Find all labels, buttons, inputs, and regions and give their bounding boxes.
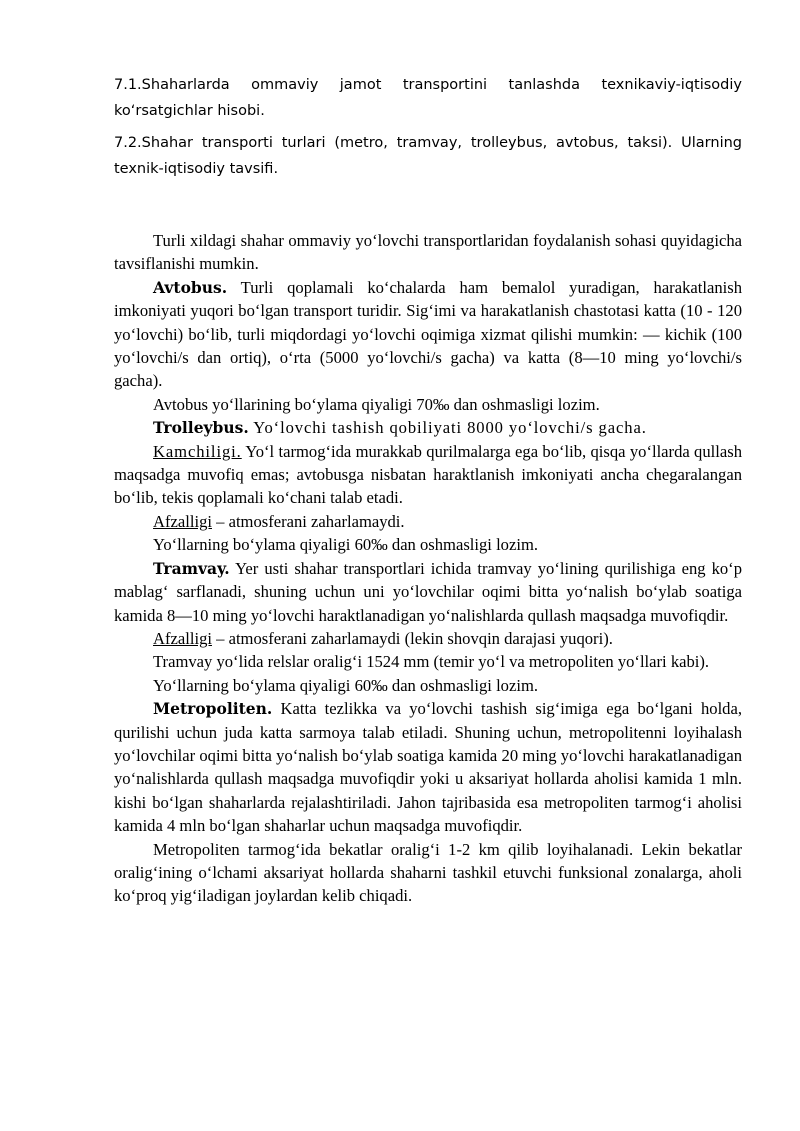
metro-term: Metropoliten. — [153, 699, 273, 719]
trolleybus-advantage-label: Afzalligi — [153, 511, 212, 531]
metro-text: Katta tezlikka va yo‘lovchi tashish sig‘imiga ega bo‘lgani holda, qurilishi uchun juda katta sarmoya talab etiladi. Shuning uchun, metropolitenni loyihalash yo‘lovchilar oqimi bitta yo‘nalish bo‘ylab soatiga kamida 20 ming yo‘lovchi harakatlanadigan yo‘nalishlarda qullash maqsadga muvofiqdir yoki u aksariyat hollarda aholisi kamida 1 mln. kishi bo‘lgan shaharlarda rejalashtiriladi. Jahon tajribasida esa metropoliten tarmog‘i aholisi kamida 4 mln bo‘lgan shaharlar uchun maqsadga muvofiqdir. — [114, 699, 742, 836]
tram-slope-paragraph: Yo‘llarning bo‘ylama qiyaligi 60‰ dan oshmasligi lozim. — [153, 675, 539, 695]
intro-paragraph: Turli xildagi shahar ommaviy yo‘lovchi transportlaridan foydalanish sohasi quyidagicha tavsiflanishi mumkin. — [114, 231, 742, 274]
section-heading-7-2: 7.2.Shahar transporti turlari (metro, tramvay, trolleybus, avtobus, taksi). Ularning texnik-iqtisodiy tavsifi. — [114, 135, 742, 177]
trolleybus-drawback-label: Kamchiligi. — [153, 441, 242, 461]
tram-advantage-text: – atmosferani zaharlamaydi (lekin shovqin darajasi yuqori). — [211, 628, 613, 648]
tram-text: Yer usti shahar transportlari ichida tramvay yo‘lining qurilishiga eng ko‘p mablag‘ sarflanadi, shuning uchun uni yo‘lovchilar oqimi bitta yo‘nalish bo‘ylab soatiga kamida 8—10 ming yo‘lovchi haraktlanadigan yo‘nalishlarda qullash maqsadga muvofiqdir. — [114, 558, 742, 625]
metro-stations-paragraph: Metropoliten tarmog‘ida bekatlar oralig‘i 1-2 km qilib loyihalanadi. Lekin bekatlar oralig‘ining o‘lchami aksariyat hollarda shaharni tashkil etuvchi funksional zonalarga, aholi ko‘proq yig‘iladigan joylardan kelib chiqadi. — [114, 839, 742, 906]
trolleybus-advantage-paragraph — [114, 510, 742, 533]
tram-paragraph — [114, 557, 742, 627]
trolleybus-text: Yo‘lovchi tashish qobiliyati 8000 yo‘lovchi/s gacha. — [248, 418, 647, 438]
trolleybus-drawback-paragraph — [114, 440, 742, 510]
tram-gauge-paragraph: Tramvay yo‘lida relslar oralig‘i 1524 mm (temir yo‘l va metropoliten yo‘llari kabi). — [153, 652, 710, 672]
bus-paragraph — [114, 276, 742, 393]
metro-paragraph — [114, 697, 742, 837]
bus-slope-paragraph: Avtobus yo‘llarining bo‘ylama qiyaligi 70‰ dan oshmasligi lozim. — [153, 394, 600, 414]
trolleybus-term: Trolleybus. — [153, 418, 249, 438]
trolleybus-paragraph — [114, 416, 742, 439]
tram-advantage-paragraph — [114, 627, 742, 650]
bus-term: Avtobus. — [153, 277, 228, 297]
trolleybus-advantage-text: – atmosferani zaharlamaydi. — [211, 511, 405, 531]
tram-advantage-label: Afzalligi — [153, 628, 212, 648]
document-page — [114, 72, 742, 908]
tram-term: Tramvay. — [153, 558, 230, 578]
document-body — [114, 229, 742, 908]
section-heading-7-1: 7.1.Shaharlarda ommaviy jamot transportini tanlashda texnikaviy-iqtisodiy ko‘rsatgichlar hisobi. — [114, 77, 742, 119]
trolleybus-slope-paragraph: Yo‘llarning bo‘ylama qiyaligi 60‰ dan oshmasligi lozim. — [153, 535, 539, 555]
bus-text: Turli qoplamali ko‘chalarda ham bemalol yuradigan, harakatlanish imkoniyati yuqori bo‘lgan transport turidir. Sig‘imi va harakatlanish chastotasi katta (10 - 120 yo‘lovchi) bo‘lib, turli miqdordagi yo‘lovchi oqimiga xizmat qilishi mumkin: — kichik (100 yo‘lovchi/s dan ortiq), o‘rta (5000 yo‘lovchi/s gacha) va katta (8—10 ming yo‘lovchi/s gacha). — [114, 277, 742, 391]
trolleybus-drawback-text: Yo‘l tarmog‘ida murakkab qurilmalarga ega bo‘lib, qisqa yo‘llarda qullash maqsadga muvofiq emas; avtobusga nisbatan haraktlanish imkoniyati ancha chegaralangan bo‘lib, tekis qoplamali ko‘chani talab etadi. — [114, 441, 742, 508]
